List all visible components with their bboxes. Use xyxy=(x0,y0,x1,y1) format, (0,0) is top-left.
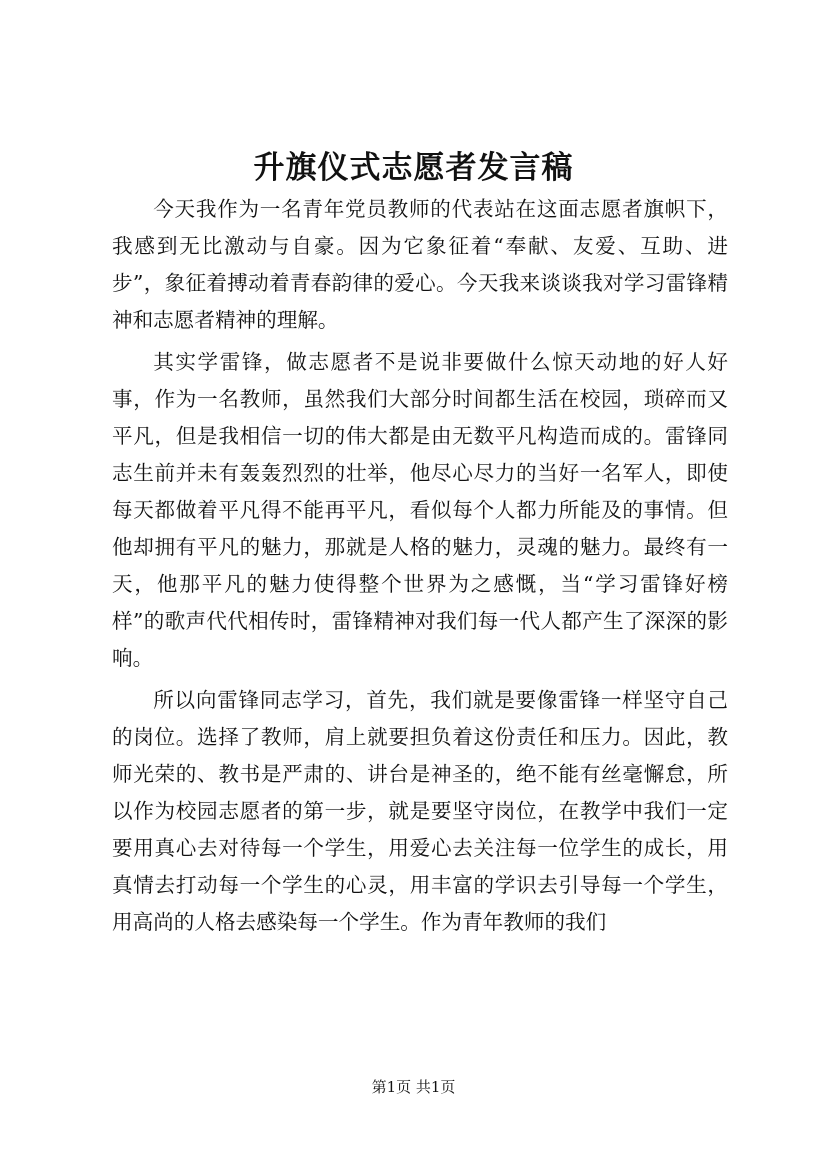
document-title: 升旗仪式志愿者发言稿 xyxy=(253,150,574,186)
paragraph-1: 今天我作为一名青年党员教师的代表站在这面志愿者旗帜下，我感到无比激动与自豪。因为它象征着“奉献、友爱、互助、进步”，象征着搏动着青春韵律的爱心。今天我来谈谈我对学习雷锋精神和志愿者精神的理解。 xyxy=(112,197,728,332)
document-body xyxy=(112,191,728,946)
paragraph-3: 所以向雷锋同志学习，首先，我们就是要像雷锋一样坚守自己的岗位。选择了教师，肩上就要担负着这份责任和压力。因此，教师光荣的、教书是严肃的、讲台是神圣的，绝不能有丝毫懈怠，所以作为校园志愿者的第一步，就是要坚守岗位，在教学中我们一定要用真心去对待每一个学生，用爱心去关注每一位学生的成长，用真情去打动每一个学生的心灵，用丰富的学识去引导每一个学生，用高尚的人格去感染每一个学生。作为青年教师的我们 xyxy=(112,688,728,934)
paragraph-2: 其实学雷锋，做志愿者不是说非要做什么惊天动地的好人好事，作为一名教师，虽然我们大部分时间都生活在校园，琐碎而又平凡，但是我相信一切的伟大都是由无数平凡构造而成的。雷锋同志生前并未有轰轰烈烈的壮举，他尽心尽力的当好一名军人，即使每天都做着平凡得不能再平凡，看似每个人都力所能及的事情。但他却拥有平凡的魅力，那就是人格的魅力，灵魂的魅力。最终有一天，他那平凡的魅力使得整个世界为之感慨，当“学习雷锋好榜样”的歌声代代相传时，雷锋精神对我们每一代人都产生了深深的影响。 xyxy=(112,350,728,670)
page-number-footer: 第1页 共1页 xyxy=(371,1078,456,1096)
